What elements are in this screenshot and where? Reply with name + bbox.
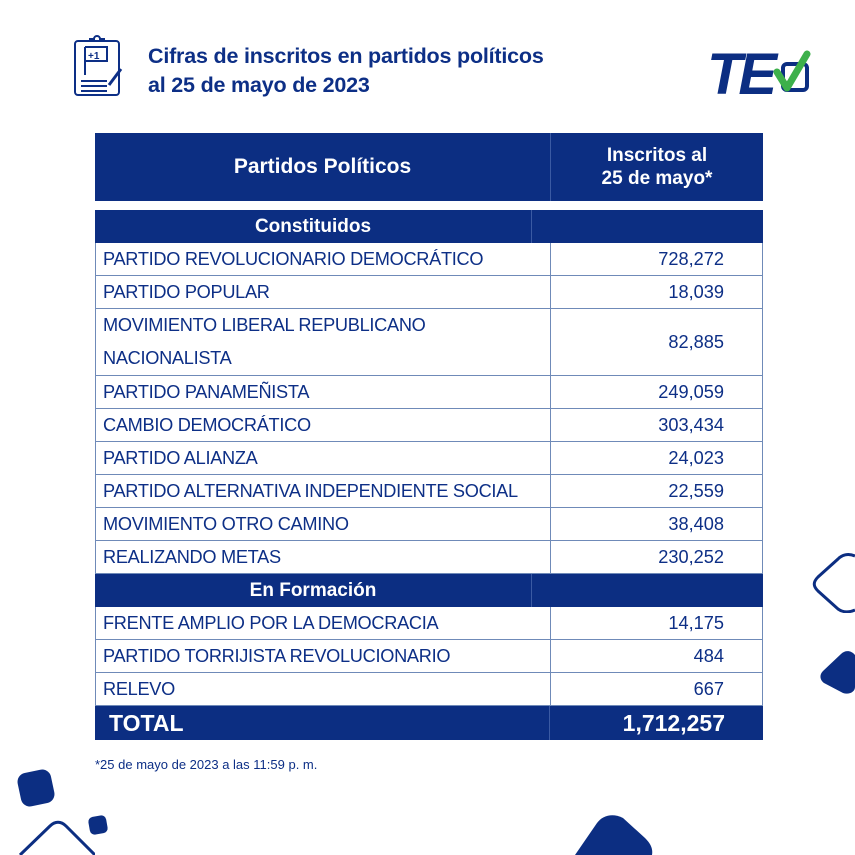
party-name: RELEVO xyxy=(96,673,551,705)
party-value: 249,059 xyxy=(658,381,724,402)
party-name xyxy=(96,309,551,375)
section-label: Constituidos xyxy=(95,210,532,243)
party-name: FRENTE AMPLIO POR LA DEMOCRACIA xyxy=(96,607,551,639)
section-header-constituidos xyxy=(95,210,763,243)
title-line-2: al 25 de mayo de 2023 xyxy=(148,73,370,97)
footnote: *25 de mayo de 2023 a las 11:59 p. m. xyxy=(95,757,318,772)
decorative-filled-shape-icon xyxy=(818,649,855,694)
party-value: 484 xyxy=(693,645,724,666)
party-name: PARTIDO ALTERNATIVA INDEPENDIENTE SOCIAL xyxy=(96,475,551,507)
party-value: 82,885 xyxy=(668,331,724,352)
total-row xyxy=(95,706,763,740)
party-value: 18,039 xyxy=(668,281,724,302)
te-logo xyxy=(707,42,811,100)
table-header xyxy=(95,133,763,201)
party-name: PARTIDO PANAMEÑISTA xyxy=(96,376,551,408)
party-value: 728,272 xyxy=(658,248,724,269)
table-row xyxy=(95,475,763,508)
table-row xyxy=(95,243,763,276)
party-name: PARTIDO REVOLUCIONARIO DEMOCRÁTICO xyxy=(96,243,551,275)
decorative-outline-shape-icon xyxy=(812,553,855,613)
party-name: REALIZANDO METAS xyxy=(96,541,551,573)
table-row xyxy=(95,607,763,640)
table-row xyxy=(95,442,763,475)
header-line-1: Inscritos al xyxy=(606,145,708,166)
section-header-en-formacion xyxy=(95,574,763,607)
party-value: 24,023 xyxy=(668,447,724,468)
party-name-line-2: NACIONALISTA xyxy=(103,348,232,368)
party-name-line-1: MOVIMIENTO LIBERAL REPUBLICANO xyxy=(103,315,426,335)
title-line-1: Cifras de inscritos en partidos políticos xyxy=(148,44,544,68)
column-header-registered xyxy=(551,133,763,201)
decorative-filled-bottom-icon xyxy=(575,813,653,855)
party-name: MOVIMIENTO OTRO CAMINO xyxy=(96,508,551,540)
table-row xyxy=(95,541,763,574)
table-row xyxy=(95,640,763,673)
party-name: PARTIDO ALIANZA xyxy=(96,442,551,474)
svg-text:+1: +1 xyxy=(88,51,100,62)
total-value: 1,712,257 xyxy=(622,709,725,736)
party-value: 14,175 xyxy=(668,612,724,633)
clipboard-flag-icon xyxy=(73,35,123,97)
decorative-outline-bottom-icon xyxy=(15,818,95,855)
column-header-parties: Partidos Políticos xyxy=(95,133,551,201)
svg-text:TE: TE xyxy=(707,42,774,100)
decorative-square-icon xyxy=(15,767,57,809)
total-label: TOTAL xyxy=(95,706,550,740)
table-row xyxy=(95,673,763,706)
header-line-2: 25 de mayo* xyxy=(601,168,713,189)
party-name: PARTIDO POPULAR xyxy=(96,276,551,308)
section-label: En Formación xyxy=(95,574,532,607)
table-body xyxy=(95,210,763,740)
party-value: 38,408 xyxy=(668,513,724,534)
table-row xyxy=(95,309,763,376)
table-row xyxy=(95,376,763,409)
party-name: CAMBIO DEMOCRÁTICO xyxy=(96,409,551,441)
party-value: 230,252 xyxy=(658,546,724,567)
table-row xyxy=(95,276,763,309)
table-row xyxy=(95,508,763,541)
page-title xyxy=(148,42,544,100)
party-value: 667 xyxy=(693,678,724,699)
party-value: 303,434 xyxy=(658,414,724,435)
party-value: 22,559 xyxy=(668,480,724,501)
party-name: PARTIDO TORRIJISTA REVOLUCIONARIO xyxy=(96,640,551,672)
table-row xyxy=(95,409,763,442)
